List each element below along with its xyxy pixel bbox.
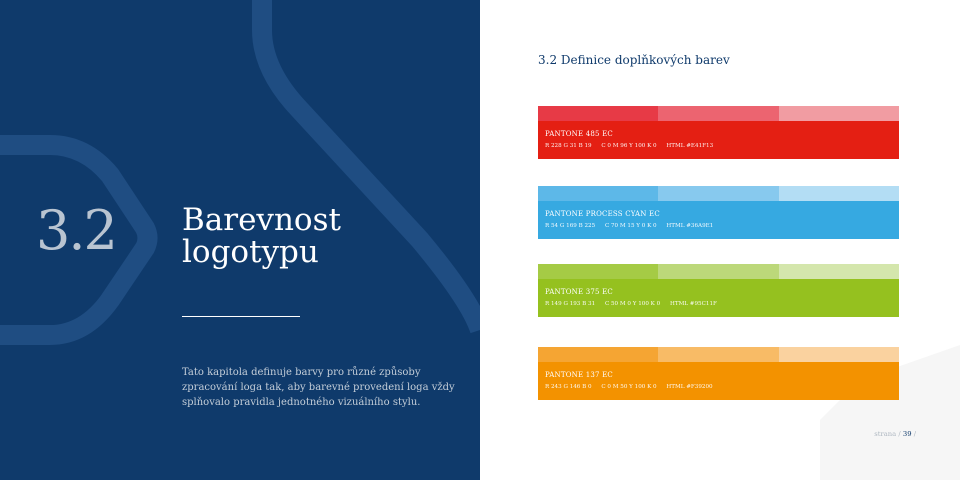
tint-1 [538, 347, 658, 362]
rgb-value: R 149 G 193 B 31 [545, 301, 596, 307]
tint-strip [538, 264, 899, 279]
pantone-name: PANTONE 375 EC [545, 288, 613, 296]
rgb-value: R 228 G 31 B 19 [545, 143, 592, 149]
page-heading: 3.2 Definice doplňkových barev [538, 53, 730, 67]
tint-strip [538, 186, 899, 201]
tint-strip [538, 106, 899, 121]
pantone-name: PANTONE PROCESS CYAN EC [545, 210, 660, 218]
page-footer [874, 430, 916, 438]
pantone-name: PANTONE 137 EC [545, 371, 613, 379]
intro-paragraph: Tato kapitola definuje barvy pro různé způsoby zpracování loga tak, aby barevné provedení loga vždy splňovalo pravidla jednotného vizuálního stylu. [182, 367, 455, 408]
title-divider [182, 316, 300, 317]
cmyk-value: C 70 M 15 Y 0 K 0 [604, 223, 657, 229]
tint-2 [658, 347, 778, 362]
chapter-title-line-2: logotypu [182, 234, 319, 270]
tint-2 [658, 186, 778, 201]
color-swatch-cyan [538, 186, 899, 239]
tint-2 [658, 106, 778, 121]
html-value: HTML #95C11F [669, 301, 717, 307]
color-swatch-green [538, 264, 899, 317]
footer-label: strana [874, 430, 897, 438]
right-panel [480, 0, 960, 480]
color-values [545, 141, 892, 151]
html-value: HTML #36A9E1 [666, 223, 714, 229]
footer-separator: / [898, 430, 901, 438]
decorative-shape [480, 0, 960, 480]
page-number: 39 [902, 430, 912, 438]
tint-3 [779, 347, 899, 362]
tint-3 [779, 106, 899, 121]
color-values [545, 382, 892, 392]
tint-2 [658, 264, 778, 279]
chapter-title-line-1: Barevnost [182, 202, 341, 238]
color-swatch-red [538, 106, 899, 159]
chapter-title [182, 204, 341, 268]
html-value: HTML #F39200 [666, 384, 713, 390]
swatch-main [538, 201, 899, 239]
pantone-name: PANTONE 485 EC [545, 130, 613, 138]
cmyk-value: C 0 M 50 Y 100 K 0 [601, 384, 657, 390]
swatch-main [538, 362, 899, 400]
section-number: 3.2 [36, 199, 116, 262]
footer-separator: / [913, 430, 916, 438]
tint-1 [538, 186, 658, 201]
html-value: HTML #E41F13 [666, 143, 714, 149]
tint-3 [779, 264, 899, 279]
tint-strip [538, 347, 899, 362]
swatch-main [538, 279, 899, 317]
tint-3 [779, 186, 899, 201]
tint-1 [538, 264, 658, 279]
swatch-main [538, 121, 899, 159]
color-swatch-orange [538, 347, 899, 400]
color-values [545, 221, 892, 231]
rgb-value: R 243 G 146 B 0 [545, 384, 592, 390]
color-values [545, 299, 892, 309]
cmyk-value: C 50 M 0 Y 100 K 0 [604, 301, 661, 307]
rgb-value: R 54 G 169 B 225 [545, 223, 596, 229]
tint-1 [538, 106, 658, 121]
cmyk-value: C 0 M 96 Y 100 K 0 [601, 143, 657, 149]
